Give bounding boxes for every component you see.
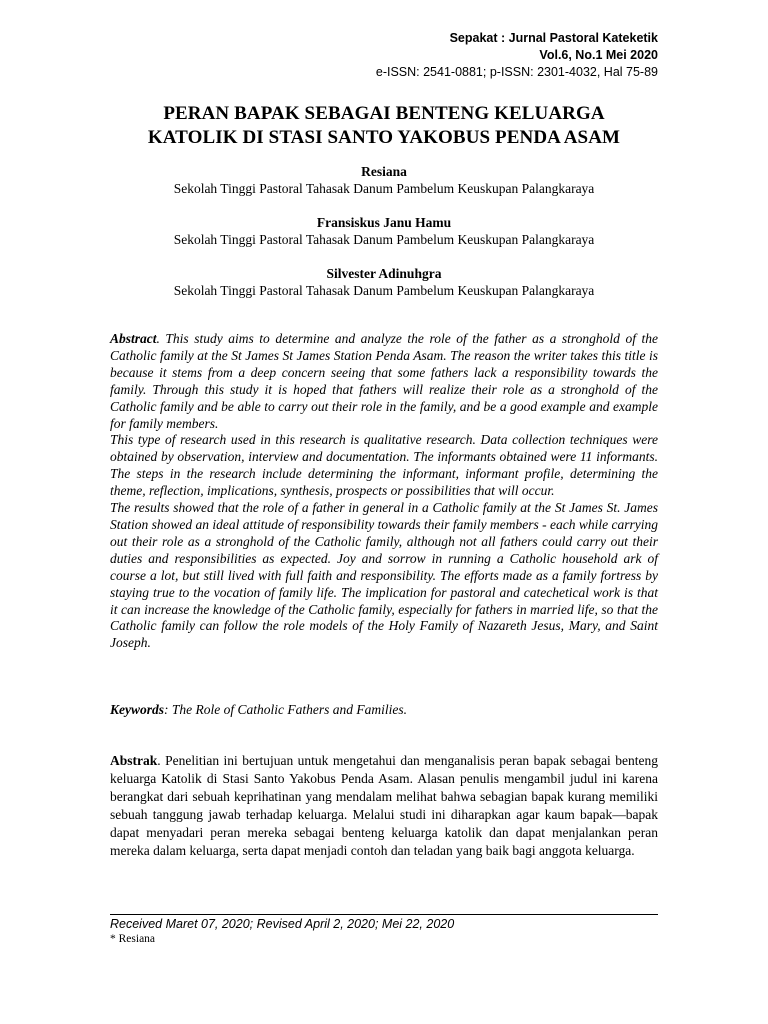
author-block — [0, 163, 768, 197]
abstract-id-text: . Penelitian ini bertujuan untuk mengetahui dan menganalisis peran bapak sebagai benteng keluarga Katolik di Stasi Santo Yakobus Penda Asam. Alasan penulis mengambil judul ini karena berangkat dari sebuah keprihatinan yang mendalam melihat bahwa sebagian bapak kurang memiliki sebuah tanggung jawab terhadap keluarga. Melalui studi ini diharapkan agar kaum bapak—bapak dapat menyadari peran mereka sebagai benteng keluarga katolik dan dapat menjalankan peran mereka dalam keluarga, serta dapat menjadi contoh dan teladan yang baik bagi anggota keluarga. — [110, 753, 658, 858]
abstrak-label: Abstrak — [110, 753, 158, 768]
received-dates: Received Maret 07, 2020; Revised April 2, 2020; Mei 22, 2020 — [110, 917, 455, 931]
keywords-text: : The Role of Catholic Fathers and Families. — [164, 702, 407, 717]
abstract-en-paragraph-3: The results showed that the role of a father in general in a Catholic family at the St James St. James Station showed an ideal attitude of responsibility towards their family members - each while carrying out their role as a stronghold of the Catholic family, although not all fathers could carry out their duties and responsibilities as expected. Joy and sorrow in running a Catholic household ark of course a lot, but still lived with full faith and responsibility. The efforts made as a family fortress by staying true to the vocation of family life. The implication for pastoral and catechetical work is that it can increase the knowledge of the Catholic family, especially for fathers in married life, so that the Catholic family can follow the role models of the Holy Family of Nazareth Jesus, Mary, and Saint Joseph. — [110, 500, 658, 651]
footer-divider — [110, 914, 658, 915]
journal-volume: Vol.6, No.1 Mei 2020 — [539, 48, 658, 62]
author-name: Resiana — [361, 164, 407, 179]
paper-title-line-2: KATOLIK DI STASI SANTO YAKOBUS PENDA ASAM — [147, 127, 621, 148]
abstract-id-paragraph — [110, 752, 658, 860]
footer — [110, 917, 454, 947]
paper-title — [0, 102, 768, 150]
abstract-en-paragraph-1 — [110, 331, 658, 432]
journal-header — [376, 30, 658, 81]
footnote: * Resiana — [110, 933, 156, 945]
author-name: Silvester Adinuhgra — [326, 266, 442, 281]
author-block — [0, 214, 768, 248]
abstract-label: Abstract — [110, 331, 157, 346]
author-affiliation: Sekolah Tinggi Pastoral Tahasak Danum Pambelum Keuskupan Palangkaraya — [173, 232, 595, 247]
journal-issn: e-ISSN: 2541-0881; p-ISSN: 2301-4032, Hal 75-89 — [375, 65, 658, 79]
author-block — [0, 265, 768, 299]
abstract-english — [110, 331, 658, 652]
author-affiliation: Sekolah Tinggi Pastoral Tahasak Danum Pambelum Keuskupan Palangkaraya — [173, 283, 595, 298]
paper-title-line-1: PERAN BAPAK SEBAGAI BENTENG KELUARGA — [163, 103, 605, 124]
author-name: Fransiskus Janu Hamu — [316, 215, 452, 230]
author-affiliation: Sekolah Tinggi Pastoral Tahasak Danum Pambelum Keuskupan Palangkaraya — [173, 181, 595, 196]
author-list — [0, 163, 768, 316]
keywords — [110, 701, 658, 718]
journal-name: Sepakat : Jurnal Pastoral Kateketik — [449, 31, 658, 45]
abstract-en-text-1: . This study aims to determine and analyze the role of the father as a stronghold of the Catholic family at the St James St James Station Penda Asam. The reason the writer takes this title is because it stems from a deep concern seeing that some fathers lack a responsibility towards the family. Through this study it is hoped that fathers will realize their role as a stronghold of the Catholic family and be able to carry out their role in the family, and be a good example and example for family members. — [110, 331, 658, 431]
abstract-indonesian — [110, 752, 658, 860]
abstract-en-paragraph-2: This type of research used in this research is qualitative research. Data collection techniques were obtained by observation, interview and documentation. The informants obtained were 11 informants. The steps in the research include determining the informant, informant profile, determining the theme, reflection, implications, synthesis, prospects or possibilities that will occur. — [110, 432, 658, 499]
keywords-label: Keywords — [110, 702, 164, 717]
